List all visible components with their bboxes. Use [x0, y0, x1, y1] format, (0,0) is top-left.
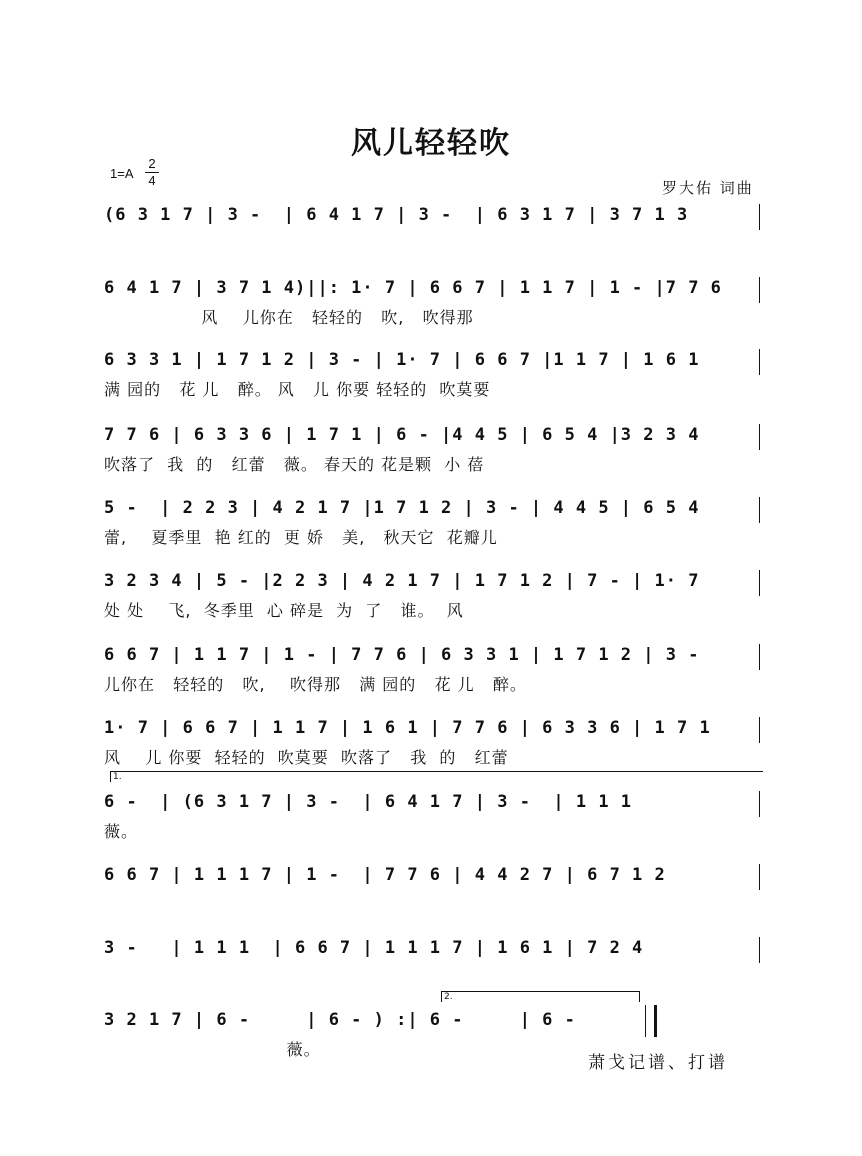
notes: 5 - | 2 2 3 | 4 2 1 7 |1 7 1 2 | 3 - | 4 4 5 | 6 5 4	[104, 498, 700, 518]
barline	[759, 937, 760, 963]
author-credit: 罗大佑 词曲	[662, 179, 754, 197]
lyrics: 风 儿你在 轻轻的 吹, 吹得那	[104, 308, 474, 327]
volta-bracket-2	[441, 991, 640, 1002]
final-barline	[645, 1005, 657, 1037]
notes: 3 - | 1 1 1 | 6 6 7 | 1 1 1 7 | 1 6 1 | 7 2 4	[104, 938, 644, 958]
lyrics	[104, 234, 760, 256]
song-title: 风儿轻轻吹	[351, 126, 511, 161]
volta-1-label: 1.	[113, 772, 122, 782]
barline	[759, 717, 760, 743]
barline	[759, 864, 760, 890]
barline	[759, 424, 760, 450]
notes: 6 4 1 7 | 3 7 1 4)||: 1· 7 | 6 6 7 | 1 1 7 | 1 - |7 7 6	[104, 278, 722, 298]
meter-bottom: 4	[145, 172, 159, 189]
volta-bracket-1	[110, 771, 763, 782]
notes: 7 7 6 | 6 3 3 6 | 1 7 1 | 6 - |4 4 5 | 6 5 4 |3 2 3 4	[104, 425, 700, 445]
lyrics: 薇。	[104, 822, 139, 841]
notes: 6 6 7 | 1 1 7 | 1 - | 7 7 6 | 6 3 3 1 | 1 7 1 2 | 3 -	[104, 645, 700, 665]
barline	[759, 204, 760, 230]
barline	[759, 497, 760, 523]
barline	[759, 570, 760, 596]
barline	[759, 644, 760, 670]
lyrics: 风 儿 你要 轻轻的 吹莫要 吹落了 我 的 红蕾	[104, 748, 509, 767]
barline	[759, 349, 760, 375]
lyrics: 薇。	[104, 1040, 321, 1059]
transcriber-credit: 萧戈记谱、打谱	[588, 1053, 728, 1073]
notes: 6 6 7 | 1 1 1 7 | 1 - | 7 7 6 | 4 4 2 7 | 6 7 1 2	[104, 865, 666, 885]
lyrics: 满 园的 花 儿 醉。 风 儿 你要 轻轻的 吹莫要	[104, 380, 491, 399]
barline	[759, 791, 760, 817]
time-signature	[145, 156, 159, 189]
notes: 6 3 3 1 | 1 7 1 2 | 3 - | 1· 7 | 6 6 7 |1 1 7 | 1 6 1	[104, 350, 700, 370]
key-signature: 1=A	[110, 166, 134, 181]
lyrics: 吹落了 我 的 红蕾 薇。 春天的 花是颗 小 蓓	[104, 455, 485, 474]
volta-2-label: 2.	[444, 992, 453, 1002]
notes: 3 2 3 4 | 5 - |2 2 3 | 4 2 1 7 | 1 7 1 2 | 7 - | 1· 7	[104, 571, 700, 591]
barline	[759, 277, 760, 303]
meter-top: 2	[148, 156, 156, 171]
notes: 3 2 1 7 | 6 - | 6 - ) :| 6 - | 6 -	[104, 1010, 576, 1030]
notes: (6 3 1 7 | 3 - | 6 4 1 7 | 3 - | 6 3 1 7 | 3 7 1 3	[104, 205, 689, 225]
notes: 6 - | (6 3 1 7 | 3 - | 6 4 1 7 | 3 - | 1 1 1	[104, 792, 633, 812]
notes: 1· 7 | 6 6 7 | 1 1 7 | 1 6 1 | 7 7 6 | 6 3 3 6 | 1 7 1	[104, 718, 711, 738]
lyrics: 蕾, 夏季里 艳 红的 更 娇 美, 秋天它 花瓣儿	[104, 528, 498, 547]
lyrics: 儿你在 轻轻的 吹, 吹得那 满 园的 花 儿 醉。	[104, 675, 527, 694]
lyrics: 处 处 飞, 冬季里 心 碎是 为 了 谁。 风	[104, 601, 464, 620]
